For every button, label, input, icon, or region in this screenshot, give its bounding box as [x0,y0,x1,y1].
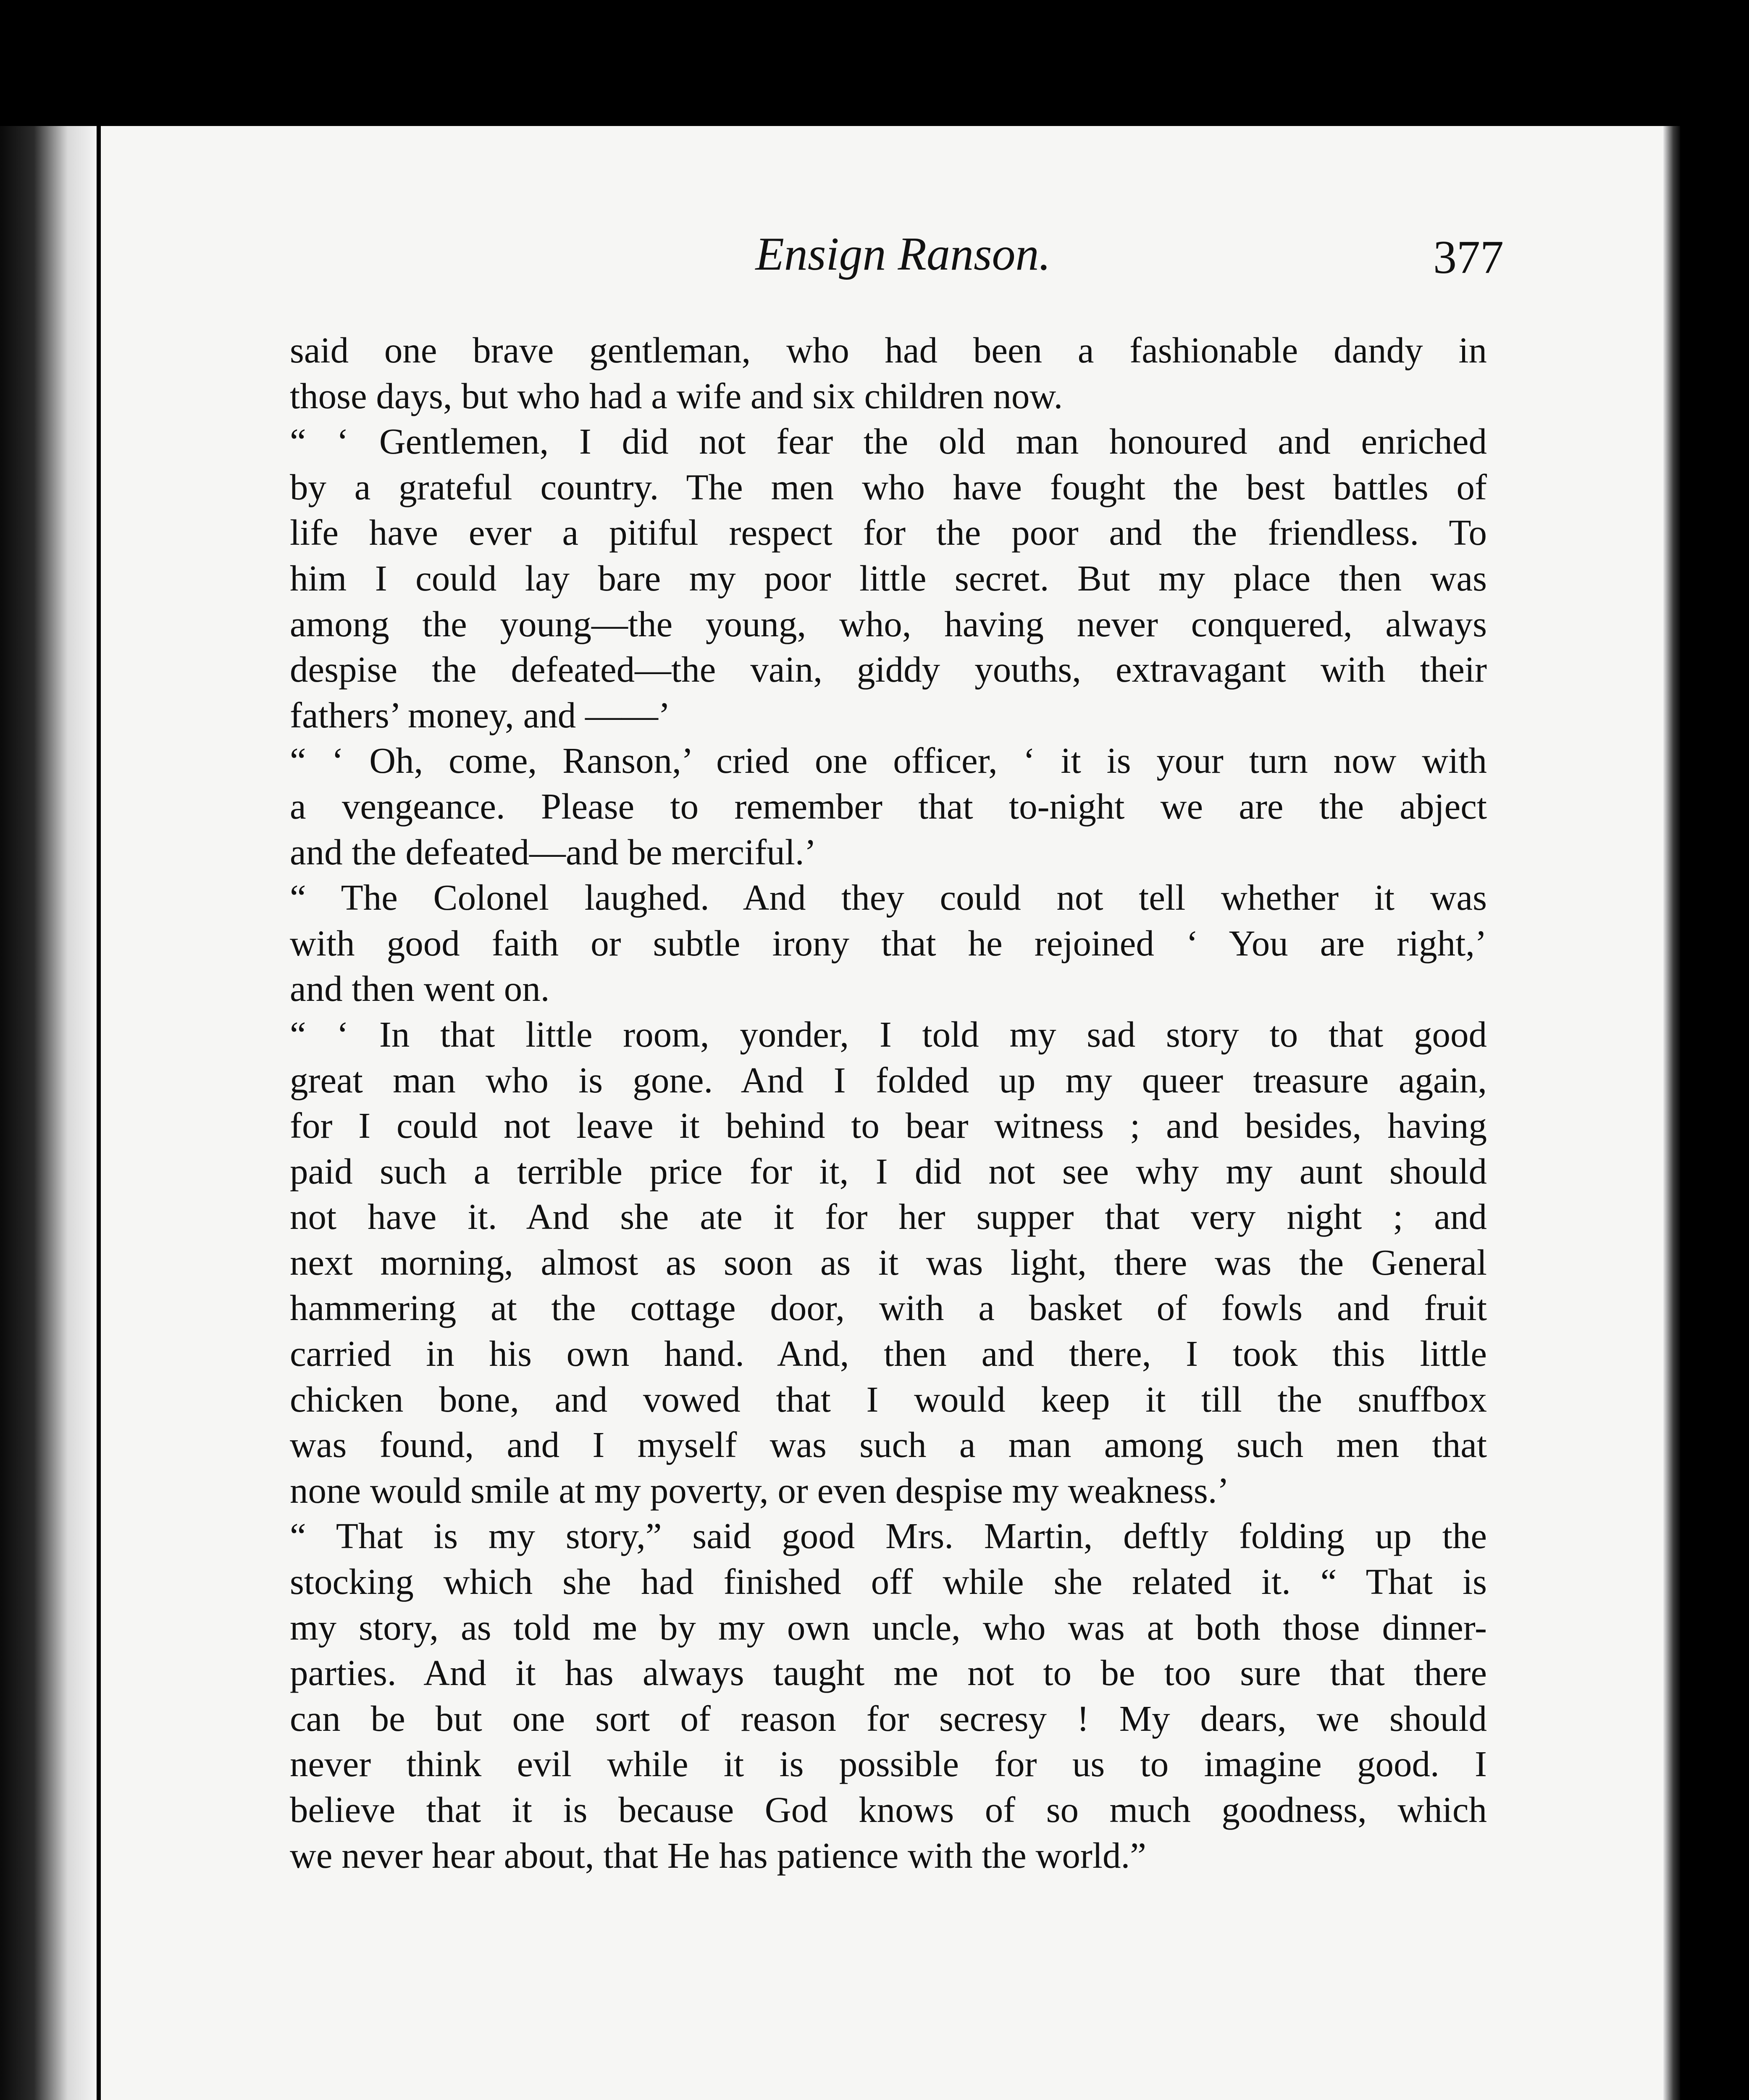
text-line: among the young—the young, who, having never conquered, always [290,603,1487,644]
text-line: my story, as told me by my own uncle, who was at both those dinner- [290,1606,1487,1648]
text-line: paid such a terrible price for it, I did not see why my aunt should [290,1150,1487,1192]
text-line: parties. And it has always taught me not to be too sure that there [290,1652,1487,1693]
text-line: next morning, almost as soon as it was light, there was the General [290,1242,1487,1283]
text-line: fathers’ money, and ——’ [290,694,670,735]
text-line: chicken bone, and vowed that I would keep it till the snuffbox [290,1378,1487,1420]
text-line: “ That is my story,” said good Mrs. Martin, deftly folding up the [290,1515,1487,1557]
page-number: 377 [1433,231,1504,284]
text-line: said one brave gentleman, who had been a fashionable dandy in [290,330,1487,370]
right-page-edge [1663,126,1680,2100]
text-line: carried in his own hand. And, then and there, I took this little [290,1333,1487,1374]
text-line: for I could not leave it behind to bear witness ; and besides, having [290,1105,1487,1146]
text-line: by a grateful country. The men who have fought the best battles of [290,466,1487,507]
text-line: never think evil while it is possible for us to imagine good. I [290,1743,1487,1785]
text-line: can be but one sort of reason for secresy ! My dears, we should [290,1698,1487,1739]
text-line: stocking which she had finished off while she related it. “ That is [290,1561,1487,1602]
text-line: “ ‘ Gentlemen, I did not fear the old man honoured and enriched [290,421,1487,462]
text-line: not have it. And she ate it for her supper that very night ; and [290,1196,1487,1237]
text-line: believe that it is because God knows of so much goodness, which [290,1789,1487,1830]
text-line: those days, but who had a wife and six children now. [290,375,1063,416]
text-line: none would smile at my poverty, or even despise my weakness.’ [290,1470,1229,1511]
text-line: him I could lay bare my poor little secret. But my place then was [290,557,1487,598]
text-line: “ ‘ Oh, come, Ranson,’ cried one officer, ‘ it is your turn now with [290,740,1487,781]
running-title: Ensign Ranson. [755,228,1051,280]
text-line: despise the defeated—the vain, giddy youths, extravagant with their [290,649,1487,690]
text-line: “ The Colonel laughed. And they could not tell whether it was [290,877,1487,918]
text-line: “ ‘ In that little room, yonder, I told my sad story to that good [290,1013,1487,1055]
text-line: we never hear about, that He has patience with the world.” [290,1835,1146,1876]
text-line: life have ever a pitiful respect for the poor and the friendless. To [290,512,1487,553]
text-line: and then went on. [290,968,550,1009]
body-text [290,328,1487,1878]
text-line: was found, and I myself was such a man among such men that [290,1424,1487,1465]
left-page-edge [0,126,97,2100]
text-line: great man who is gone. And I folded up my queer treasure again, [290,1059,1487,1100]
text-line: and the defeated—and be merciful.’ [290,831,817,872]
text-line: hammering at the cottage door, with a basket of fowls and fruit [290,1287,1487,1328]
text-line: with good faith or subtle irony that he rejoined ‘ You are right,’ [290,922,1487,963]
text-line: a vengeance. Please to remember that to-night we are the abject [290,785,1487,827]
